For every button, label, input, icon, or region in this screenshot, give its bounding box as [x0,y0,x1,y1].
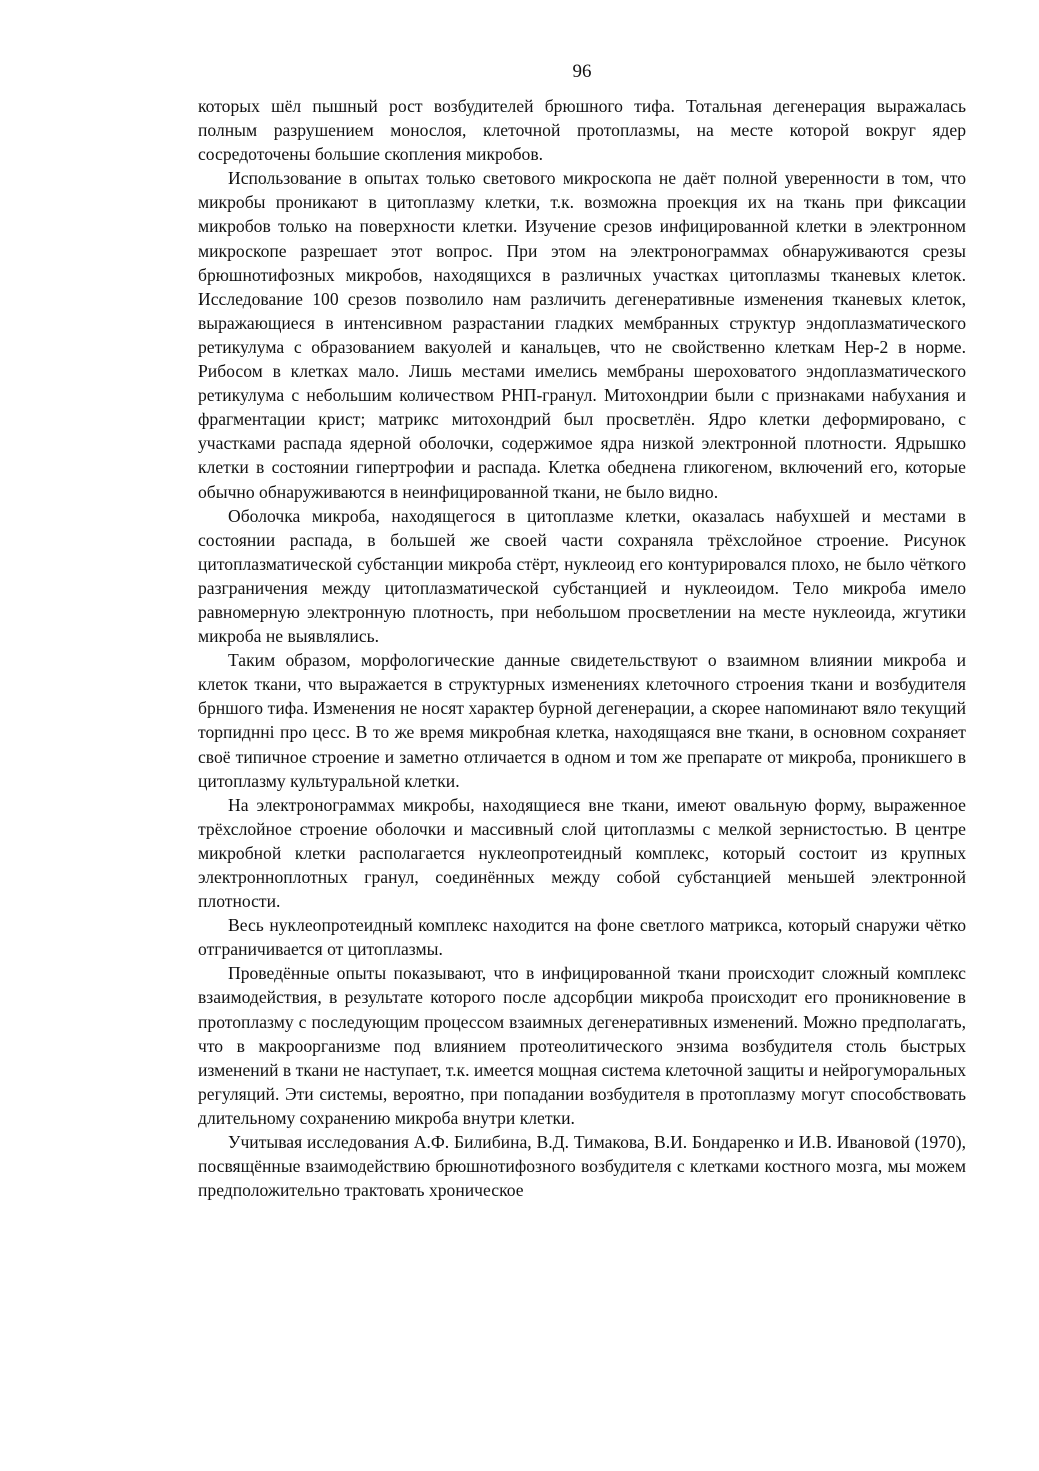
page-number: 96 [572,61,592,82]
paragraph-nucleoprotein-complex: Весь нуклеопротеидный комплекс находится на фоне светлого матрикса, который снаружи чётко отграничивается от цитоплазмы. [198,915,966,960]
paragraph-experiments: Проведённые опыты показывают, что в инфицированной ткани происходит сложный комплекс взаимодействия, в результате которого после адсорбции микроба происходит его проникновение в протоплазму с последующим процессом взаимных дегенеративных изменений. Можно предполагать, что в макроорганизме под влиянием протеолитического энзима возбудителя столь быстрых изменений в ткани не наступает, т.к. имеется мощная система клеточной защиты и нейрогуморальных регуляций. Эти системы, вероятно, при попадании возбудителя в протоплазму могут способствовать длительному сохранению микроба внутри клетки. [198,963,966,1128]
document-page [198,60,966,1202]
paragraph-continuation: которых шёл пышный рост возбудителей брюшного тифа. Тотальная дегенерация выражалась полным разрушением монослоя, клеточной протоплазмы, на месте которой вокруг ядер сосредоточены большие скопления микробов. [198,96,966,165]
paragraph-conclusion-morphology: Таким образом, морфологические данные свидетельствуют о взаимном влиянии микроба и клеток ткани, что выражается в структурных изменениях клеточного строения ткани и возбудителя брншого тифа. Изменения не носят характер бурной дегенерации, а скорее напоминают вяло текущий торпиднні про цесс. В то же время микробная клетка, находящаяся вне ткани, в основном сохраняет своё типичное строение и заметно отличается в одном и том же препарате от микроба, проникшего в цитоплазму культуральной клетки. [198,650,966,791]
paragraph-microscopy: Использование в опытах только светового микроскопа не даёт полной уверенности в том, что микробы проникают в цитоплазму клетки, т.к. возможна проекция их на ткань при фиксации микробов только на поверхности клетки. Изучение срезов инфицированной клетки в электронном микроскопе разрешает этот вопрос. При этом на электронограммах обнаруживаются срезы брюшнотифозных микробов, находящихся в различных участках цитоплазмы тканевых клеток. Исследование 100 срезов позволило нам различить дегенеративные изменения тканевых клеток, выражающиеся в интенсивном разрастании гладких мембранных структур эндоплазматического ретикулума с образованием вакуолей и канальцев, что не свойственно клеткам Hep-2 в норме. Рибосом в клетках мало. Лишь местами имелись мембраны шероховатого эндоплазматического ретикулума с небольшим количеством РНП-гранул. Митохондрии были с признаками набухания и фрагментации крист; матрикс митохондрий был просветлён. Ядро клетки деформировано, с участками распада ядерной оболочки, содержимое ядра низкой электронной плотности. Ядрышко клетки в состоянии гипертрофии и распада. Клетка обеднена гликогеном, включений его, которые обычно обнаруживаются в неинфицированной ткани, не было видно. [198,168,966,502]
document-body [198,94,966,1202]
paragraph-microbe-membrane: Оболочка микроба, находящегося в цитоплазме клетки, оказалась набухшей и местами в состоянии распада, в большей же своей части сохраняла трёхслойное строение. Рисунок цитоплазматической субстанции микроба стёрт, нуклеоид его контурировался плохо, не было чёткого разграничения между цитоплазматической субстанцией и нуклеоидом. Тело микроба имело равномерную электронную плотность, при небольшом просветлении на месте нуклеоида, жгутики микроба не выявлялись. [198,505,966,647]
paragraph-electronograms: На электронограммах микробы, находящиеся вне ткани, имеют овальную форму, выраженное трёхслойное строение оболочки и массивный слой цитоплазмы с мелкой зернистостью. В центре микробной клетки располагается нуклеопротеидный комплекс, который состоит из крупных электронноплотных гранул, соединённых между собой субстанцией меньшей электронной плотности. [198,794,966,912]
paragraph-research-references: Учитывая исследования А.Ф. Билибина, В.Д. Тимакова, В.И. Бондаренко и И.В. Ивановой (1970), посвящённые взаимодействию брюшнотифозного возбудителя с клетками костного мозга, мы можем предположительно трактовать хроническое [198,1132,966,1201]
